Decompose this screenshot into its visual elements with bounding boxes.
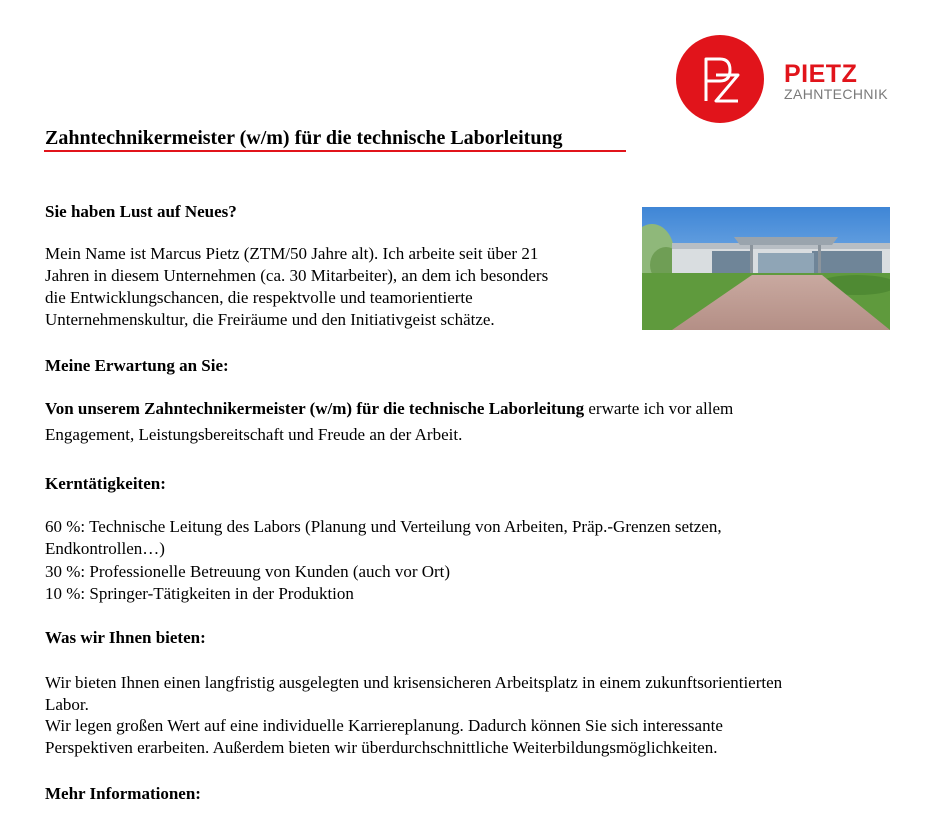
pz-monogram-icon (676, 35, 764, 123)
offer-line: Wir bieten Ihnen einen langfristig ausgelegten und krisensicheren Arbeitsplatz in einem zukunftsorientierten (45, 673, 783, 692)
section-heading-intro: Sie haben Lust auf Neues? (45, 202, 237, 221)
section-heading-offer: Was wir Ihnen bieten: (45, 628, 206, 647)
section-heading-more-info: Mehr Informationen: (45, 784, 201, 803)
intro-line: Jahren in diesem Unternehmen (ca. 30 Mitarbeiter), an dem ich besonders (45, 266, 549, 285)
task-line: Endkontrollen…) (45, 539, 165, 558)
intro-line: die Entwicklungschancen, die respektvolle und teamorientierte (45, 288, 473, 307)
offer-line: Perspektiven erarbeiten. Außerdem bieten wir überdurchschnittliche Weiterbildungsmöglichkeiten. (45, 738, 718, 757)
section-heading-tasks: Kerntätigkeiten: (45, 474, 166, 493)
intro-line: Mein Name ist Marcus Pietz (ZTM/50 Jahre alt). Ich arbeite seit über 21 (45, 244, 539, 263)
intro-line: Unternehmenskultur, die Freiräume und den Initiativgeist schätze. (45, 310, 495, 329)
expectation-text: erwarte ich vor allem (584, 399, 734, 418)
page-title: Zahntechnikermeister (w/m) für die technische Laborleitung (45, 127, 563, 149)
task-line: 10 %: Springer-Tätigkeiten in der Produktion (45, 584, 354, 603)
task-line: 30 %: Professionelle Betreuung von Kunden (auch vor Ort) (45, 562, 451, 581)
section-heading-expectation: Meine Erwartung an Sie: (45, 356, 229, 375)
building-photo (642, 207, 890, 330)
brand-subtitle: ZAHNTECHNIK (784, 86, 888, 102)
company-logo (676, 35, 764, 123)
offer-line: Wir legen großen Wert auf eine individuelle Karriereplanung. Dadurch können Sie sich interessante (45, 716, 723, 735)
title-underline (44, 150, 626, 152)
expectation-line: Engagement, Leistungsbereitschaft und Freude an der Arbeit. (45, 425, 463, 444)
offer-line: Labor. (45, 695, 89, 714)
brand-name: PIETZ (784, 60, 858, 88)
task-line: 60 %: Technische Leitung des Labors (Planung und Verteilung von Arbeiten, Präp.-Grenzen setzen, (45, 517, 722, 536)
expectation-bold-text: Von unserem Zahntechnikermeister (w/m) für die technische Laborleitung (45, 399, 585, 418)
expectation-paragraph (45, 398, 733, 420)
